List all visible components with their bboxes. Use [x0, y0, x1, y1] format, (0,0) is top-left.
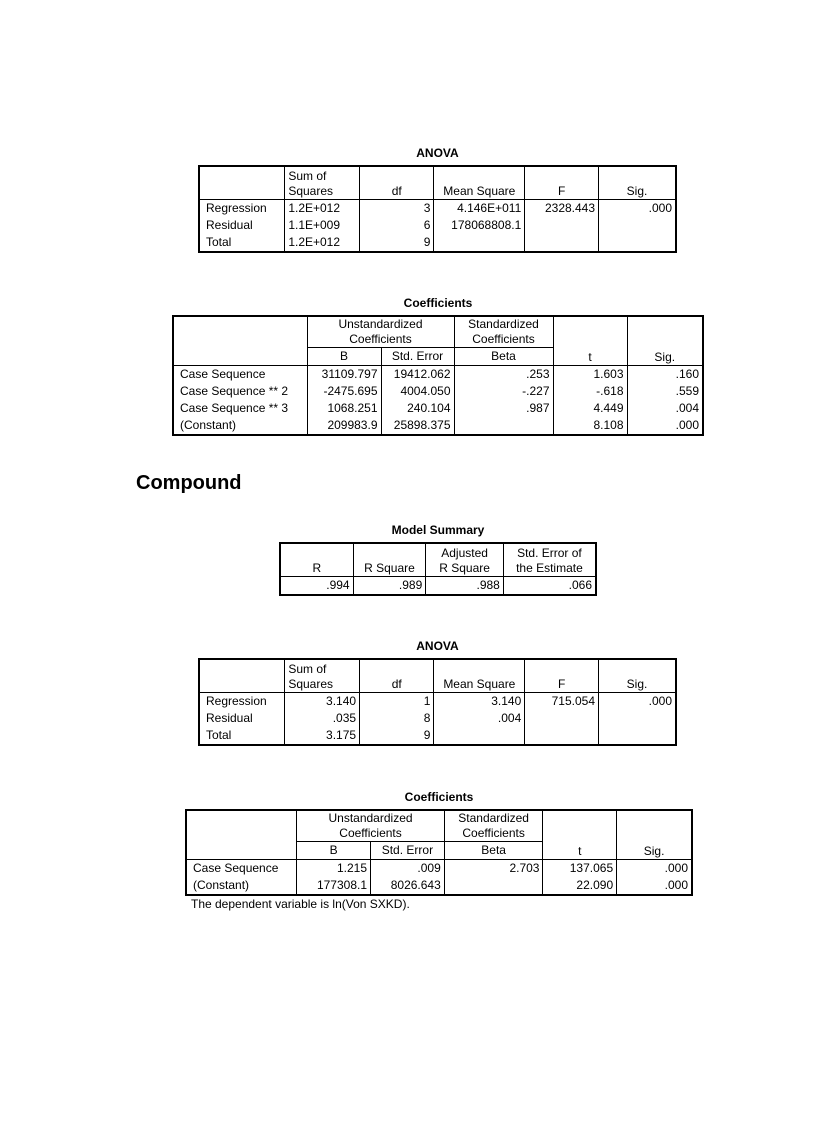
row-label: Case Sequence ** 2: [180, 384, 289, 398]
cell-beta: -.227: [454, 383, 553, 400]
cell-sig: [599, 234, 676, 252]
cell-std-error: 240.104: [381, 400, 454, 417]
cell-beta: [454, 417, 553, 435]
anova-table-1: [198, 165, 677, 253]
cell-sig: [599, 217, 676, 234]
cell-adjusted-r-square: .988: [426, 577, 504, 596]
table-row: [173, 366, 703, 384]
header-empty: [199, 166, 285, 200]
model-summary-title: Model Summary: [391, 523, 485, 537]
coefficients-1-title: Coefficients: [403, 296, 473, 310]
cell-sig: .000: [627, 417, 703, 435]
cell-f: 715.054: [525, 693, 599, 711]
row-label: Regression: [206, 694, 267, 708]
cell-std-error: 8026.643: [371, 877, 445, 895]
anova-table-1-block: [198, 146, 677, 253]
cell-sum: 3.175: [285, 727, 360, 745]
header-b: B: [297, 842, 371, 860]
header-df: df: [360, 659, 434, 693]
header-std-error-estimate: Std. Error of the Estimate: [503, 543, 596, 577]
table-row: [173, 400, 703, 417]
header-adjusted-r-square: Adjusted R Square: [426, 543, 504, 577]
coefficients-table-1-block: [172, 296, 704, 436]
header-sum-of-squares: Sum of Squares: [285, 659, 360, 693]
cell-t: 1.603: [553, 366, 627, 384]
cell-r-square: .989: [353, 577, 426, 596]
header-standardized: Standardized Coefficients: [444, 810, 543, 842]
cell-sum: 1.1E+009: [285, 217, 360, 234]
cell-sig: .000: [599, 200, 676, 218]
cell-mean-square: 4.146E+011: [434, 200, 525, 218]
row-label: Case Sequence: [193, 861, 279, 875]
header-sig: Sig.: [599, 659, 677, 693]
header-mean-square: Mean Square: [434, 659, 525, 693]
cell-df: 1: [360, 693, 434, 711]
row-label: Case Sequence ** 3: [180, 401, 289, 415]
coefficients-2-title: Coefficients: [404, 790, 474, 804]
cell-f: [525, 727, 599, 745]
model-summary-block: [279, 523, 597, 596]
cell-f: 2328.443: [525, 200, 599, 218]
anova-1-title: ANOVA: [416, 146, 459, 160]
table-row: [199, 693, 676, 711]
cell-sig: [599, 727, 677, 745]
cell-df: 9: [360, 234, 434, 252]
row-label: (Constant): [180, 418, 237, 432]
cell-mean-square: [434, 727, 525, 745]
header-beta: Beta: [454, 348, 553, 366]
table-row: [199, 234, 676, 252]
cell-t: 8.108: [553, 417, 627, 435]
cell-b: 177308.1: [297, 877, 371, 895]
header-f: F: [525, 166, 599, 200]
cell-df: 6: [360, 217, 434, 234]
cell-f: [525, 217, 599, 234]
header-std-error: Std. Error: [371, 842, 445, 860]
cell-mean-square: 178068808.1: [434, 217, 525, 234]
table-row: [199, 710, 676, 727]
table-row: [199, 200, 676, 218]
header-r: R: [280, 543, 353, 577]
cell-mean-square: .004: [434, 710, 525, 727]
table-row: [186, 860, 692, 878]
table-row: [280, 577, 596, 596]
table-row: [186, 877, 692, 895]
coefficients-table-1: [172, 315, 704, 436]
cell-beta: [444, 877, 543, 895]
header-standardized: Standardized Coefficients: [454, 316, 553, 348]
row-label: Case Sequence: [180, 367, 266, 381]
header-sig: Sig.: [617, 810, 692, 860]
cell-b: -2475.695: [307, 383, 381, 400]
row-label: (Constant): [193, 878, 250, 892]
cell-beta: .253: [454, 366, 553, 384]
cell-sig: .000: [617, 877, 692, 895]
table-row: [199, 727, 676, 745]
cell-sum: .035: [285, 710, 360, 727]
cell-mean-square: 3.140: [434, 693, 525, 711]
header-f: F: [525, 659, 599, 693]
header-mean-square: Mean Square: [434, 166, 525, 200]
header-sum-of-squares: Sum of Squares: [285, 166, 360, 200]
cell-r: .994: [326, 578, 350, 592]
cell-sum: 1.2E+012: [285, 234, 360, 252]
header-std-error: Std. Error: [381, 348, 454, 366]
header-sig: Sig.: [599, 166, 676, 200]
cell-sig: [599, 710, 677, 727]
cell-std-error: 4004.050: [381, 383, 454, 400]
cell-sig: .160: [627, 366, 703, 384]
cell-sig: .000: [617, 860, 692, 878]
cell-b: 209983.9: [307, 417, 381, 435]
cell-std-error: 19412.062: [381, 366, 454, 384]
cell-df: 3: [360, 200, 434, 218]
cell-df: 9: [360, 727, 434, 745]
model-summary-table: [279, 542, 597, 596]
anova-table-2-block: [198, 639, 677, 746]
cell-t: -.618: [553, 383, 627, 400]
cell-sig: .000: [599, 693, 677, 711]
header-empty: [199, 659, 285, 693]
anova-table-2: [198, 658, 677, 746]
cell-t: 137.065: [543, 860, 617, 878]
cell-sum: 1.2E+012: [285, 200, 360, 218]
header-unstandardized: Unstandardized Coefficients: [297, 810, 445, 842]
cell-sum: 3.140: [285, 693, 360, 711]
row-label: Regression: [206, 201, 267, 215]
header-empty: [186, 810, 297, 860]
cell-f: [525, 234, 599, 252]
cell-beta: .987: [454, 400, 553, 417]
header-t: t: [553, 316, 627, 366]
row-label: Total: [206, 728, 232, 742]
cell-t: 22.090: [543, 877, 617, 895]
cell-b: 1.215: [297, 860, 371, 878]
footnote: The dependent variable is ln(Von SXKD).: [191, 897, 410, 911]
cell-sig: .004: [627, 400, 703, 417]
header-r-square: R Square: [353, 543, 426, 577]
table-row: [173, 417, 703, 435]
cell-df: 8: [360, 710, 434, 727]
section-title: Compound: [136, 472, 242, 494]
anova-2-title: ANOVA: [416, 639, 459, 653]
header-t: t: [543, 810, 617, 860]
cell-beta: 2.703: [444, 860, 543, 878]
cell-b: 31109.797: [307, 366, 381, 384]
row-label: Residual: [206, 218, 253, 232]
coefficients-table-2: [185, 809, 693, 896]
table-row: [199, 217, 676, 234]
cell-std-error: .009: [371, 860, 445, 878]
row-label: Residual: [206, 711, 253, 725]
cell-b: 1068.251: [307, 400, 381, 417]
cell-f: [525, 710, 599, 727]
row-label: Total: [206, 235, 232, 249]
cell-t: 4.449: [553, 400, 627, 417]
header-b: B: [307, 348, 381, 366]
cell-std-error-estimate: .066: [503, 577, 596, 596]
cell-mean-square: [434, 234, 525, 252]
cell-sig: .559: [627, 383, 703, 400]
cell-std-error: 25898.375: [381, 417, 454, 435]
header-empty: [173, 316, 307, 366]
coefficients-table-2-block: [185, 790, 693, 911]
header-unstandardized: Unstandardized Coefficients: [307, 316, 454, 348]
header-sig: Sig.: [627, 316, 703, 366]
header-df: df: [360, 166, 434, 200]
header-beta: Beta: [444, 842, 543, 860]
table-row: [173, 383, 703, 400]
